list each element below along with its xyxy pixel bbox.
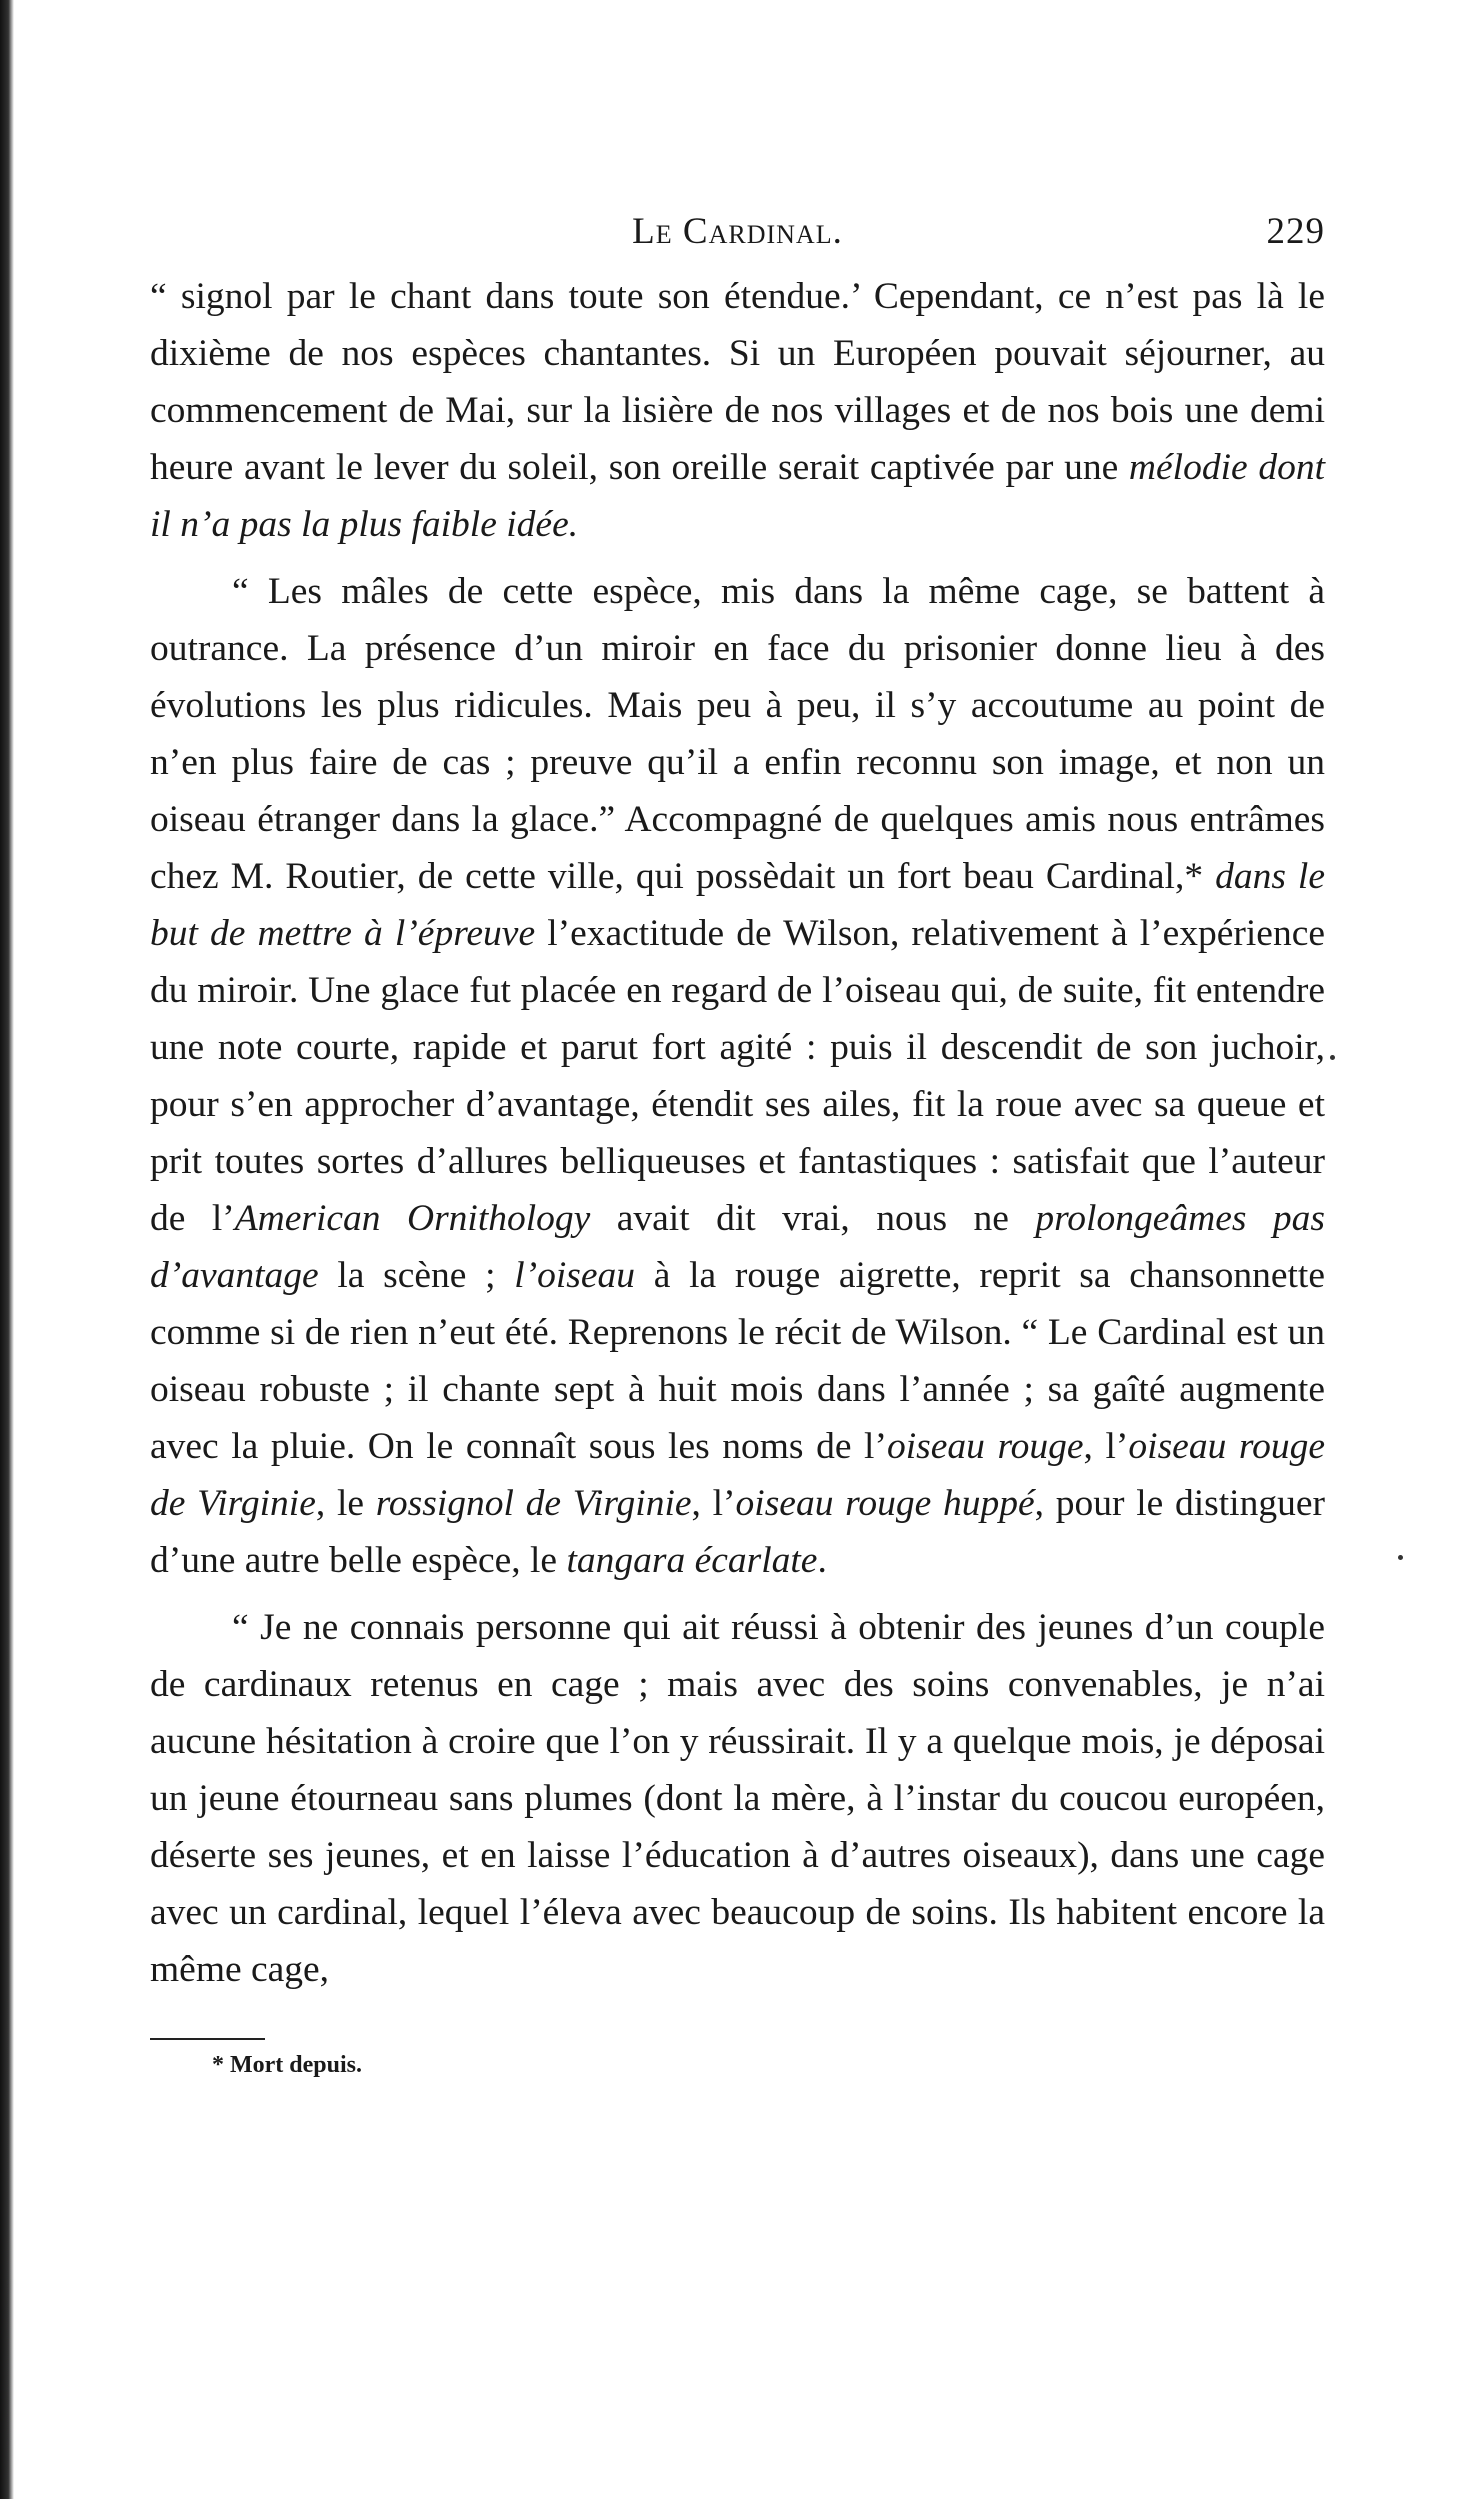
stray-mark [1330,1055,1335,1060]
text-segment: “ Les mâles de cette espèce, mis dans la même cage, se battent à outrance. La présence d’un miroir en face du prisonier donne lieu à des évolutions les plus ridicules. Mais peu à peu, il s’y accoutume au point de n’en plus faire de cas ; preuve qu’il a enfin reconnu son image, et non un oiseau étranger dans la glace.” Accompagné de quelques amis nous entrâmes chez M. Routier, de cette ville, qui possèdait un fort beau Cardinal,* [150,571,1325,897]
body-text [150,268,1325,1998]
italic-text-segment: rossignol de Virginie [375,1483,692,1524]
text-segment: avait dit vrai, nous ne [590,1198,1036,1239]
text-segment: à la rouge aigrette, reprit sa chansonnette comme si de rien n’eut été. Reprenons le récit de Wilson. “ Le Cardinal est un oiseau robuste ; il chante sept à huit mois dans l’année ; sa gaîté augmente avec la pluie. On le connaît sous les noms de l’ [150,1255,1325,1467]
paragraph [150,1599,1325,1998]
footnote-rule [150,2038,265,2040]
text-segment: “ signol par le chant dans toute son étendue.’ Cependant, ce n’est pas là le dixième de nos espèces chantantes. Si un Européen pouvait séjourner, au commencement de Mai, sur la lisière de nos villages et de nos bois une demi heure avant le lever du soleil, son oreille serait captivée par une [150,276,1325,488]
stray-mark [1398,1555,1403,1560]
footnote: * Mort depuis. [212,2052,362,2078]
italic-text-segment: oiseau rouge huppé [735,1483,1035,1524]
text-segment: l’exactitude de Wilson, relativement à l’expérience du miroir. Une glace fut placée en regard de l’oiseau qui, de suite, fit entendre une note courte, rapide et parut fort agité : puis il descendit de son juchoir, pour s’en approcher d’avantage, étendit ses ailes, fit la roue avec sa queue et prit toutes sortes d’allures belliqueuses et fantastiques : satisfait que l’auteur de l’ [150,913,1325,1239]
running-head: Le Cardinal. [632,211,843,252]
italic-text-segment: dans le but de mettre à l’épreuve [150,856,1325,954]
text-segment: la scène ; [318,1255,515,1296]
text-segment: . [817,1540,827,1581]
text-segment: , le [315,1483,376,1524]
italic-text-segment: American Ornithology [234,1198,591,1239]
text-segment: , l’ [691,1483,736,1524]
text-segment: , l’ [1083,1426,1129,1467]
italic-text-segment: mélodie dont il n’a pas la plus faible idée. [150,447,1325,545]
page-header [150,200,1325,260]
italic-text-segment: tangara écarlate [566,1540,818,1581]
paragraph [150,268,1325,553]
italic-text-segment: oiseau rouge [886,1426,1084,1467]
italic-text-segment: oiseau rouge de Virginie [150,1426,1325,1524]
page-number: 229 [1266,211,1325,252]
italic-text-segment: prolongeâmes pas d’avantage [150,1198,1325,1296]
text-segment: “ Je ne connais personne qui ait réussi à obtenir des jeunes d’un couple de cardinaux retenus en cage ; mais avec des soins convenables, je n’ai aucune hésitation à croire que l’on y réussirait. Il y a quelque mois, je déposai un jeune étourneau sans plumes (dont la mère, à l’instar du coucou européen, déserte ses jeunes, et en laisse l’éducation à d’autres oiseaux), dans une cage avec un cardinal, lequel l’éleva avec beaucoup de soins. Ils habitent encore la même cage, [150,1607,1325,1990]
book-page [150,200,1325,2079]
italic-text-segment: l’oiseau [514,1255,636,1296]
text-segment: , pour le distinguer d’une autre belle espèce, le [150,1483,1325,1581]
binding-edge [0,0,14,2499]
paragraph [150,563,1325,1589]
